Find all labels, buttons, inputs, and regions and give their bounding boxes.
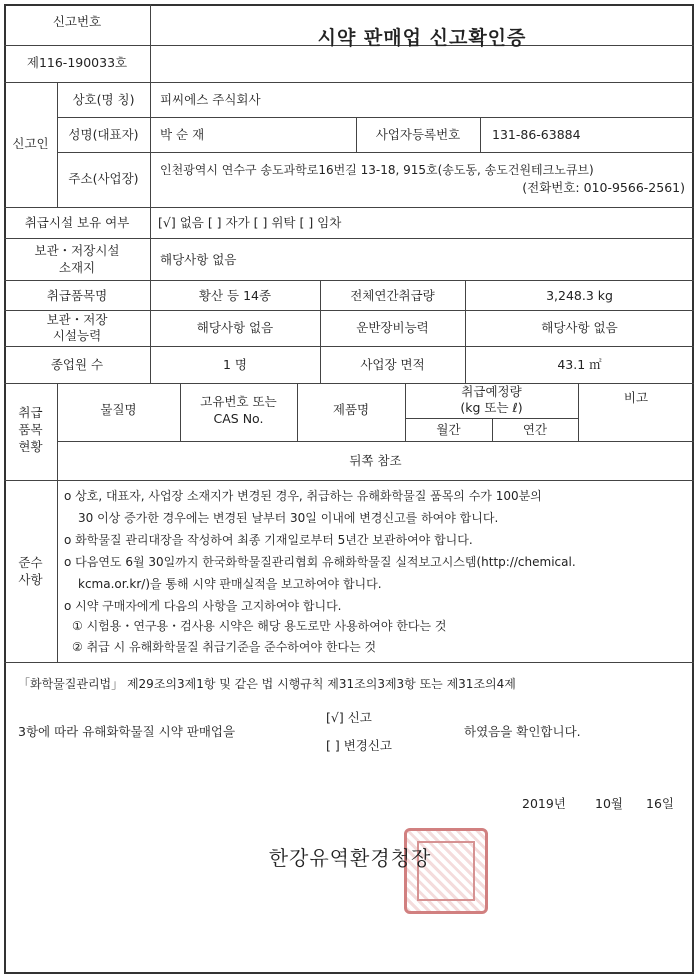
compliance-line: o 화학물질 관리대장을 작성하여 최종 기재일로부터 5년간 보관하여야 합니다.	[64, 533, 473, 547]
date-year: 2019년	[522, 796, 566, 811]
rule-name-bottom	[57, 117, 694, 118]
addr-label: 주소(사업장)	[68, 171, 139, 186]
handling-label-1: 취급	[18, 405, 43, 420]
rep-value: 박 순 재	[160, 127, 205, 142]
col-qty-1: 취급예정량	[461, 384, 522, 399]
staff-value: 1 명	[222, 357, 247, 372]
addr-line1: 인천광역시 연수구 송도과학로16번길 13-18, 915호(송도동, 송도건원테크노큐브)	[160, 163, 594, 177]
rule-staff-bottom	[4, 383, 694, 384]
rule-bizno-mid	[480, 117, 481, 152]
rule-compliance-label	[57, 480, 58, 662]
transport-value: 해당사항 없음	[541, 320, 618, 335]
col-product: 제품명	[332, 402, 370, 417]
rule-facility-mid	[150, 207, 151, 280]
handling-label-2: 품목	[18, 422, 43, 437]
compliance-line: kcma.or.kr/)을 통해 시약 판매실적을 보고하여야 합니다.	[78, 577, 382, 591]
option-report: [√] 신고	[326, 710, 372, 725]
col-qty-2: (kg 또는 ℓ)	[460, 400, 523, 415]
storage-value: 해당사항 없음	[160, 252, 237, 267]
transport-label: 운반장비능력	[356, 320, 429, 335]
items-label: 취급품목명	[46, 288, 108, 303]
rule-handling-qty-mid	[405, 418, 578, 419]
rule-capacity-bottom	[4, 346, 694, 347]
annual-value: 3,248.3 kg	[546, 288, 613, 303]
official-seal	[404, 828, 488, 914]
handling-label-3: 현황	[18, 439, 43, 454]
compliance-line: o 다음연도 6월 30일까지 한국화학물질관리협회 유해화학물질 실적보고시스템(http://chemical.	[64, 555, 576, 569]
rule-handling-bottom	[4, 480, 694, 481]
declaration-line-3: 하였음을 확인합니다.	[464, 724, 581, 739]
storage-label-1: 보관・저장시설	[34, 243, 120, 258]
capacity-value: 해당사항 없음	[196, 320, 274, 335]
area-value: 43.1 ㎡	[557, 357, 602, 372]
col-cas-2: CAS No.	[213, 411, 264, 426]
issuer-name: 한강유역환경청장	[268, 846, 432, 870]
report-no-value: 제116-190033호	[26, 55, 128, 70]
items-value: 황산 등 14종	[198, 288, 272, 303]
rule-facility-bottom	[4, 238, 694, 239]
compliance-line: ② 취급 시 유해화학물질 취급기준을 준수하여야 한다는 것	[72, 640, 377, 654]
date-day: 16일	[646, 796, 674, 811]
date-month: 10월	[595, 796, 623, 811]
rule-handling-head-bottom	[57, 441, 694, 442]
rule-reporter-field	[150, 82, 151, 207]
rule-compliance-bottom	[4, 662, 694, 663]
option-change-report: [ ] 변경신고	[326, 738, 393, 753]
staff-label: 종업원 수	[50, 357, 104, 372]
capacity-label-2: 시설능력	[52, 328, 102, 343]
name-label: 상호(명 칭)	[72, 92, 135, 107]
bizno-label: 사업자등록번호	[375, 127, 461, 142]
report-no-label: 신고번호	[52, 14, 102, 29]
rule-rep-bottom	[57, 152, 694, 153]
area-label: 사업장 면적	[360, 357, 425, 372]
annual-label: 전체연간취급량	[350, 288, 435, 303]
name-value: 피씨에스 주식회사	[160, 92, 261, 107]
compliance-line: ① 시험용・연구용・검사용 시약은 해당 용도로만 사용하여야 한다는 것	[72, 619, 447, 633]
col-yearly: 연간	[522, 422, 548, 437]
compliance-label-2: 사항	[18, 572, 43, 587]
rule-reporter-bottom	[4, 207, 694, 208]
storage-label-2: 소재지	[58, 260, 96, 275]
capacity-label-1: 보관・저장	[46, 312, 108, 327]
declaration-line-2: 3항에 따라 유해화학물질 시약 판매업을	[18, 724, 236, 739]
facility-label: 취급시설 보유 여부	[24, 215, 130, 230]
addr-line2: (전화번호: 010-9566-2561)	[522, 180, 685, 195]
rule-items-bottom	[4, 310, 694, 311]
compliance-line: o 상호, 대표자, 사업장 소재지가 변경된 경우, 취급하는 유해화학물질 품목의 수가 100분의	[64, 489, 542, 503]
col-note: 비고	[623, 390, 649, 405]
compliance-label-1: 준수	[18, 555, 43, 570]
col-monthly: 월간	[436, 422, 461, 437]
col-cas-1: 고유번호 또는	[200, 394, 277, 409]
rule-storage-bottom	[4, 280, 694, 281]
rule-header-bottom	[4, 82, 694, 83]
rep-label: 성명(대표자)	[68, 127, 139, 142]
col-substance: 물질명	[100, 402, 137, 417]
page-title: 시약 판매업 신고확인증	[317, 27, 527, 49]
handling-body: 뒤쪽 참조	[349, 453, 402, 468]
bizno-value: 131-86-63884	[492, 127, 581, 142]
declaration-line-1: 「화학물질관리법」 제29조의3제1항 및 같은 법 시행규칙 제31조의3제3항 또는 제31조의4제	[18, 677, 516, 691]
facility-options: [√] 없음 [ ] 자가 [ ] 위탁 [ ] 임차	[158, 215, 342, 230]
compliance-line: o 시약 구매자에게 다음의 사항을 고지하여야 합니다.	[64, 599, 342, 613]
compliance-line: 30 이상 증가한 경우에는 변경된 날부터 30일 이내에 변경신고를 하여야 합니다.	[78, 511, 499, 525]
reporter-section-label: 신고인	[12, 136, 49, 151]
